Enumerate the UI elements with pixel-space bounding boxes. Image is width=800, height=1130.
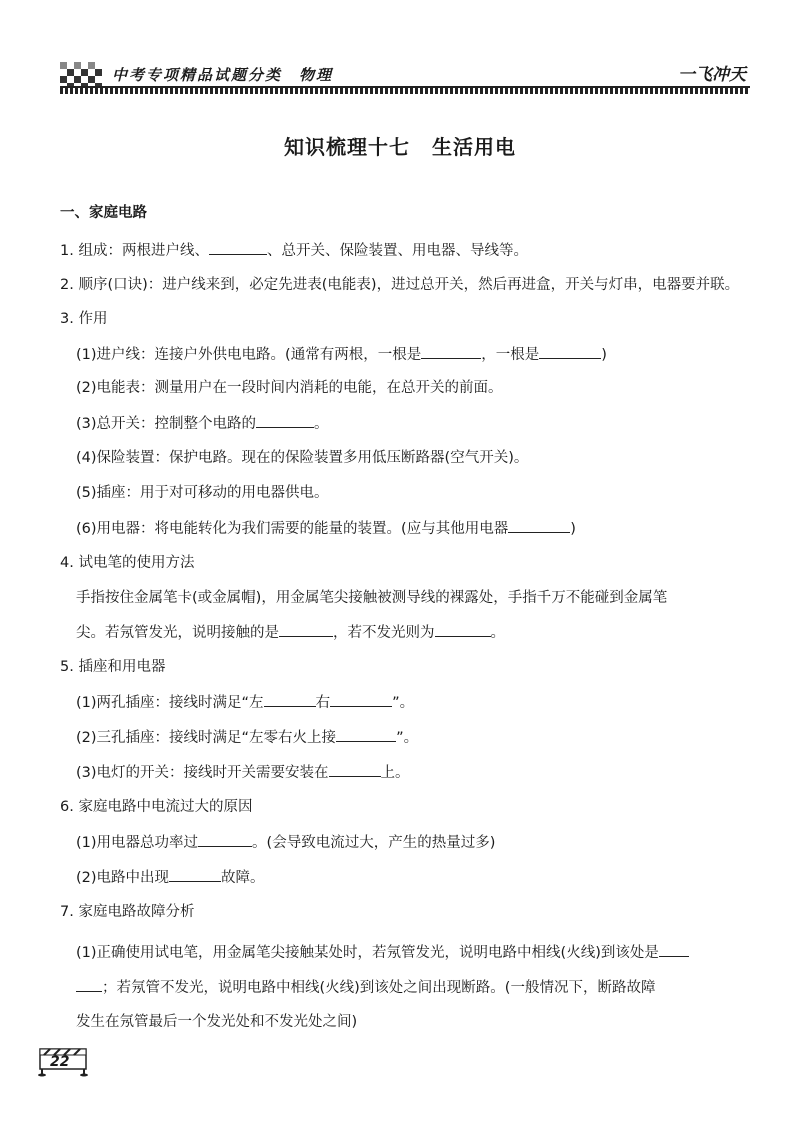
page-header — [60, 58, 750, 98]
answer-blank — [264, 692, 316, 707]
header-brand: 一飞冲天 — [678, 65, 746, 85]
item-3-5: (5)插座：用于对可移动的用电器供电。 — [76, 485, 329, 501]
title-main: 知识梳理十七 — [284, 135, 410, 159]
answer-blank — [198, 832, 252, 847]
item-3-2: (2)电能表：测量用户在一段时间内消耗的电能，在总开关的前面。 — [76, 380, 503, 396]
page-number: 22 — [50, 1054, 70, 1070]
page-number-badge — [36, 1047, 90, 1077]
answer-blank — [508, 518, 570, 533]
answer-blank — [539, 344, 601, 359]
header-dashed-rule — [60, 88, 750, 94]
item-4-heading: 4. 试电笔的使用方法 — [60, 555, 195, 571]
answer-blank — [209, 240, 267, 255]
item-4-paragraph-1: 手指按住金属笔卡(或金属帽)，用金属笔尖接触被测导线的裸露处，手指千万不能碰到金属笔 — [76, 590, 668, 606]
answer-blank — [169, 867, 221, 882]
item-6-2: (2)电路中出现 故障。 — [76, 867, 265, 888]
item-7-line-1: (1)正确使用试电笔，用金属笔尖接触某处时，若氖管发光，说明电路中相线(火线)到该处是 — [76, 942, 689, 963]
item-5-1: (1)两孔插座：接线时满足“左 右 ”。 — [76, 692, 414, 713]
item-7-line-2: ；若氖管不发光，说明电路中相线(火线)到该处之间出现断路。(一般情况下，断路故障 — [76, 977, 655, 998]
answer-blank — [421, 344, 481, 359]
answer-blank — [256, 413, 314, 428]
item-5-2: (2)三孔插座：接线时满足“左零右火上接 ”。 — [76, 727, 418, 748]
answer-blank — [279, 622, 333, 637]
answer-blank — [336, 727, 396, 742]
item-4-paragraph-2: 尖。若氖管发光，说明接触的是 ，若不发光则为 。 — [76, 622, 505, 643]
item-3-3: (3)总开关：控制整个电路的 。 — [76, 413, 329, 434]
item-6-1: (1)用电器总功率过 。(会导致电流过大，产生的热量过多) — [76, 832, 495, 853]
item-3-1: (1)进户线：连接户外供电电路。(通常有两根，一根是 ，一根是 ) — [76, 344, 607, 365]
item-3-heading: 3. 作用 — [60, 311, 108, 327]
answer-blank — [435, 622, 491, 637]
answer-blank — [330, 692, 392, 707]
item-5-heading: 5. 插座和用电器 — [60, 659, 166, 675]
answer-blank — [329, 762, 381, 777]
item-7-line-3: 发生在氖管最后一个发光处和不发光处之间) — [76, 1014, 358, 1030]
section-heading: 一、家庭电路 — [60, 205, 147, 221]
answer-blank — [659, 942, 689, 957]
item-7-heading: 7. 家庭电路故障分析 — [60, 904, 195, 920]
page-title — [0, 131, 800, 160]
item-2: 2. 顺序(口诀)：进户线来到，必定先进表(电能表)，进过总开关，然后再进盒，开关与灯串，电器要并联。 — [60, 277, 740, 293]
item-6-heading: 6. 家庭电路中电流过大的原因 — [60, 799, 253, 815]
item-3-6: (6)用电器：将电能转化为我们需要的能量的装置。(应与其他用电器 ) — [76, 518, 576, 539]
answer-blank — [76, 977, 102, 992]
item-5-3: (3)电灯的开关：接线时开关需要安装在 上。 — [76, 762, 410, 783]
title-sub: 生活用电 — [432, 135, 516, 159]
item-1: 1. 组成：两根进户线、 、总开关、保险装置、用电器、导线等。 — [60, 240, 528, 261]
item-3-4: (4)保险装置：保护电路。现在的保险装置多用低压断路器(空气开关)。 — [76, 450, 529, 466]
header-title: 中考专项精品试题分类 物理 — [112, 66, 334, 84]
